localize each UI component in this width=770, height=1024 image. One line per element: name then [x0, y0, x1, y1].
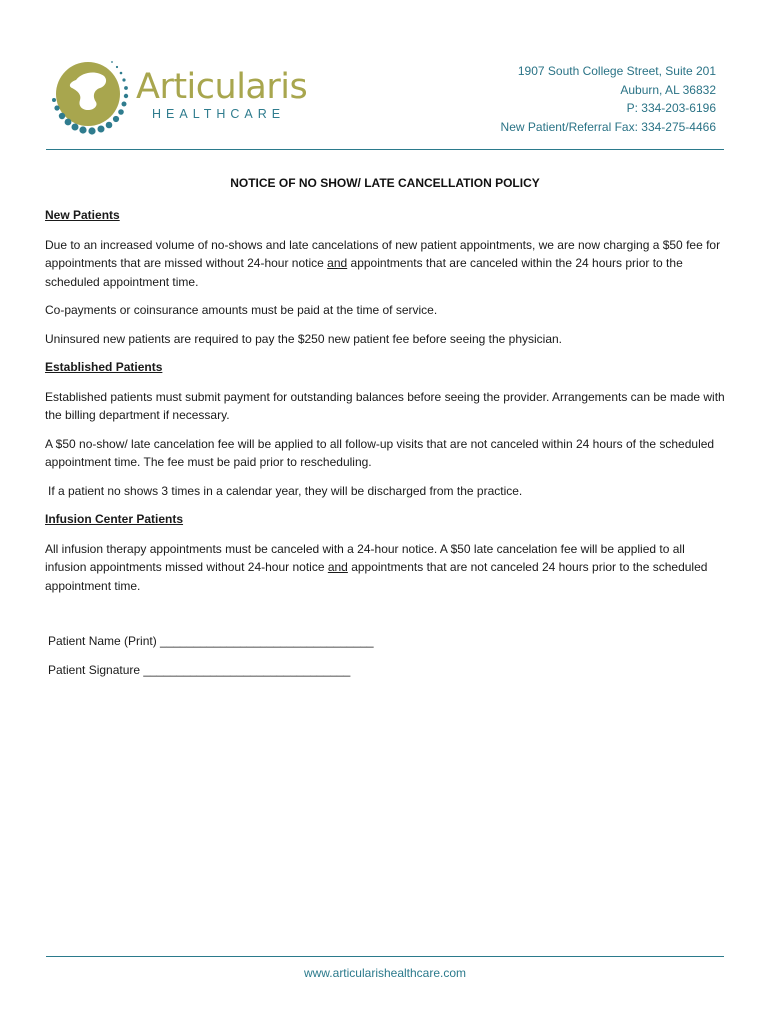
established-patients-paragraph-3: If a patient no shows 3 times in a calendar year, they will be discharged from the practice. — [48, 483, 523, 498]
signature-block — [48, 632, 374, 690]
header-divider — [46, 149, 724, 150]
address-phone: P: 334-203-6196 — [626, 101, 716, 115]
logo-subtitle: HEALTHCARE — [152, 107, 286, 121]
new-patients-heading: New Patients — [45, 208, 120, 222]
infusion-p1-text-b: appointments that are not canceled 24 hours prior to the scheduled appointment time. — [45, 560, 708, 593]
new-patients-paragraph-3: Uninsured new patients are required to pay the $250 new patient fee before seeing the physician. — [45, 331, 563, 346]
address-fax: New Patient/Referral Fax: 334-275-4466 — [500, 119, 716, 134]
new-patients-p1-and: and — [327, 256, 348, 270]
patient-name-field[interactable]: Patient Name (Print) ________________________________ — [48, 634, 374, 648]
patient-signature-field[interactable]: Patient Signature _______________________________ — [48, 663, 351, 677]
footer-divider — [46, 956, 724, 957]
infusion-center-paragraph-1 — [45, 540, 725, 596]
established-patients-paragraph-2: A $50 no-show/ late cancelation fee will be applied to all follow-up visits that are not canceled within 24 hours of the scheduled appointment time. The fee must be paid prior to rescheduling. — [45, 436, 715, 469]
logo-name: Articularis — [136, 67, 308, 107]
address-city: Auburn, AL 36832 — [620, 82, 716, 97]
infusion-p1-text-a: All infusion therapy appointments must be canceled with a 24-hour notice. A $50 late cancelation fee will be applied to all infusion appointments missed without 24-hour notice — [45, 541, 685, 574]
company-logo — [48, 50, 308, 142]
page-title: NOTICE OF NO SHOW/ LATE CANCELLATION POLICY — [230, 176, 540, 190]
new-patients-paragraph-2: Co-payments or coinsurance amounts must be paid at the time of service. — [45, 303, 438, 317]
infusion-center-heading: Infusion Center Patients — [45, 512, 184, 526]
new-patients-p1-text-b: appointments that are canceled within the 24 hours prior to the scheduled appointment time. — [45, 256, 683, 289]
contact-address — [501, 62, 716, 136]
infusion-p1-and: and — [327, 560, 348, 574]
new-patients-paragraph-1 — [45, 236, 725, 292]
footer-website[interactable]: www.articularishealthcare.com — [303, 966, 467, 980]
address-street: 1907 South College Street, Suite 201 — [517, 64, 716, 78]
policy-body — [45, 206, 725, 605]
new-patients-p1-text-a: Due to an increased volume of no-shows and late cancelations of new patient appointments, we are now charging a $50 fee for appointments that are missed without 24-hour notice — [45, 237, 721, 270]
established-patients-paragraph-1: Established patients must submit payment for outstanding balances before seeing the provider. Arrangements can be made with the billing department if necessary. — [45, 389, 725, 422]
established-patients-heading: Established Patients — [45, 360, 163, 374]
